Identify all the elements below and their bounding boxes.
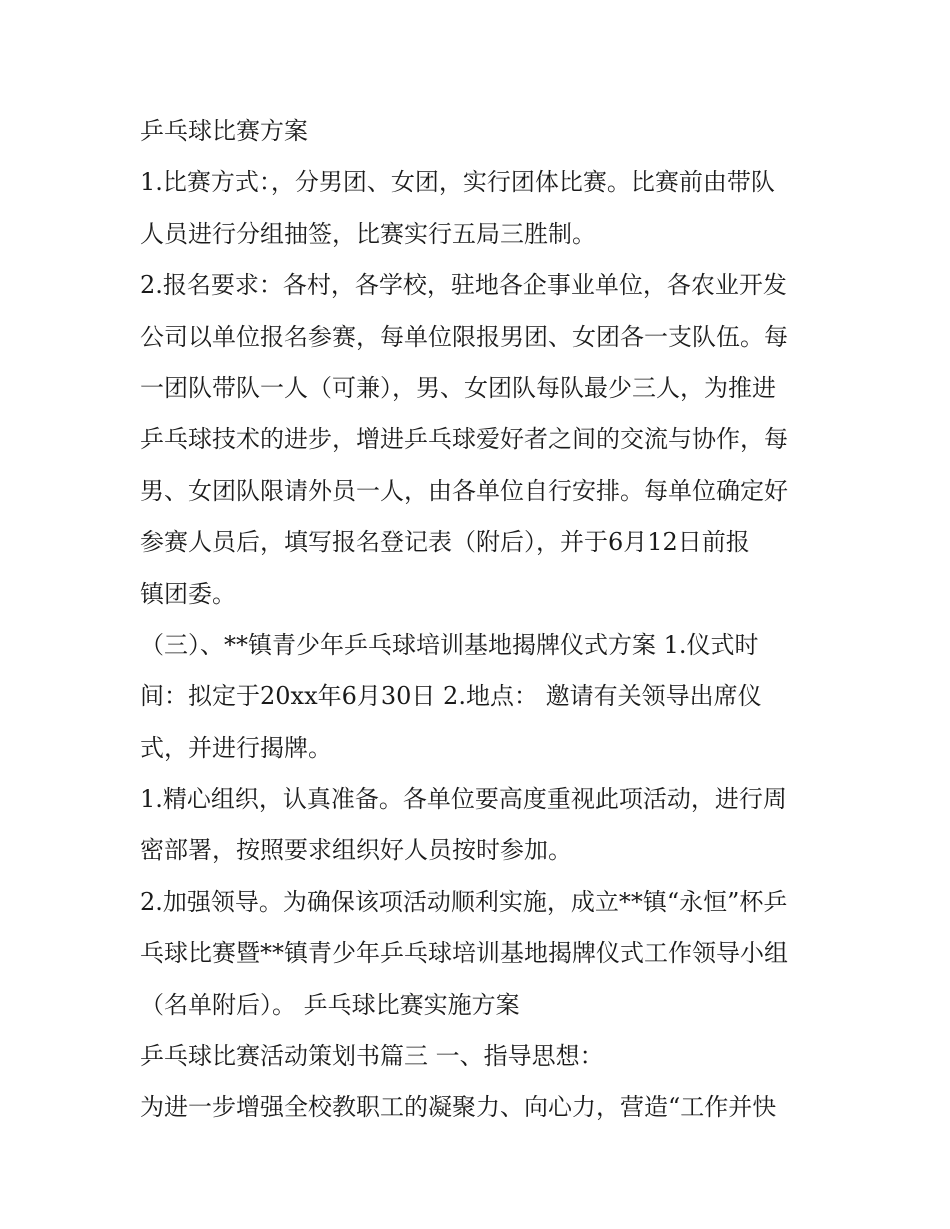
text-line: 2.报名要求：各村，各学校，驻地各企事业单位，各农业开发 xyxy=(140,271,787,300)
text-line: 式，并进行揭牌。 xyxy=(140,733,332,762)
text-line: 乓球比赛暨**镇青少年乒乓球培训基地揭牌仪式工作领导小组 xyxy=(140,939,788,968)
document-body xyxy=(140,106,820,1134)
text-line: （三）、**镇青少年乒乓球培训基地揭牌仪式方案 1.仪式时 xyxy=(140,630,759,659)
text-line: 镇团委。 xyxy=(140,579,236,608)
text-line: 公司以单位报名参赛，每单位限报男团、女团各一支队伍。每 xyxy=(140,322,788,351)
text-line: 为进一步增强全校教职工的凝聚力、向心力，营造“工作并快 xyxy=(140,1093,777,1122)
text-line: 1.比赛方式：，分男团、女团，实行团体比赛。比赛前由带队 xyxy=(140,168,775,197)
text-line: 人员进行分组抽签，比赛实行五局三胜制。 xyxy=(140,219,596,248)
text-line: 参赛人员后，填写报名登记表（附后），并于6月12日前报 xyxy=(140,528,750,557)
text-line: 密部署，按照要求组织好人员按时参加。 xyxy=(140,836,572,865)
text-line: 2.加强领导。为确保该项活动顺利实施，成立**镇“永恒”杯乒 xyxy=(140,887,788,916)
document-title: 乒乓球比赛方案 xyxy=(140,117,308,145)
text-line: 间：拟定于20xx年6月30日 2.地点： 邀请有关领导出席仪 xyxy=(140,682,762,711)
text-line: 男、女团队限请外员一人，由各单位自行安排。每单位确定好 xyxy=(140,476,788,505)
text-line: 乒乓球技术的进步，增进乒乓球爱好者之间的交流与协作，每 xyxy=(140,425,788,454)
text-line: （名单附后）。 乒乓球比赛实施方案 xyxy=(140,990,520,1019)
text-line: 1.精心组织，认真准备。各单位要高度重视此项活动，进行周 xyxy=(140,785,787,814)
text-line: 乒乓球比赛活动策划书篇三 一、指导思想： xyxy=(140,1042,604,1071)
text-line: 一团队带队一人（可兼），男、女团队每队最少三人，为推进 xyxy=(140,373,776,402)
